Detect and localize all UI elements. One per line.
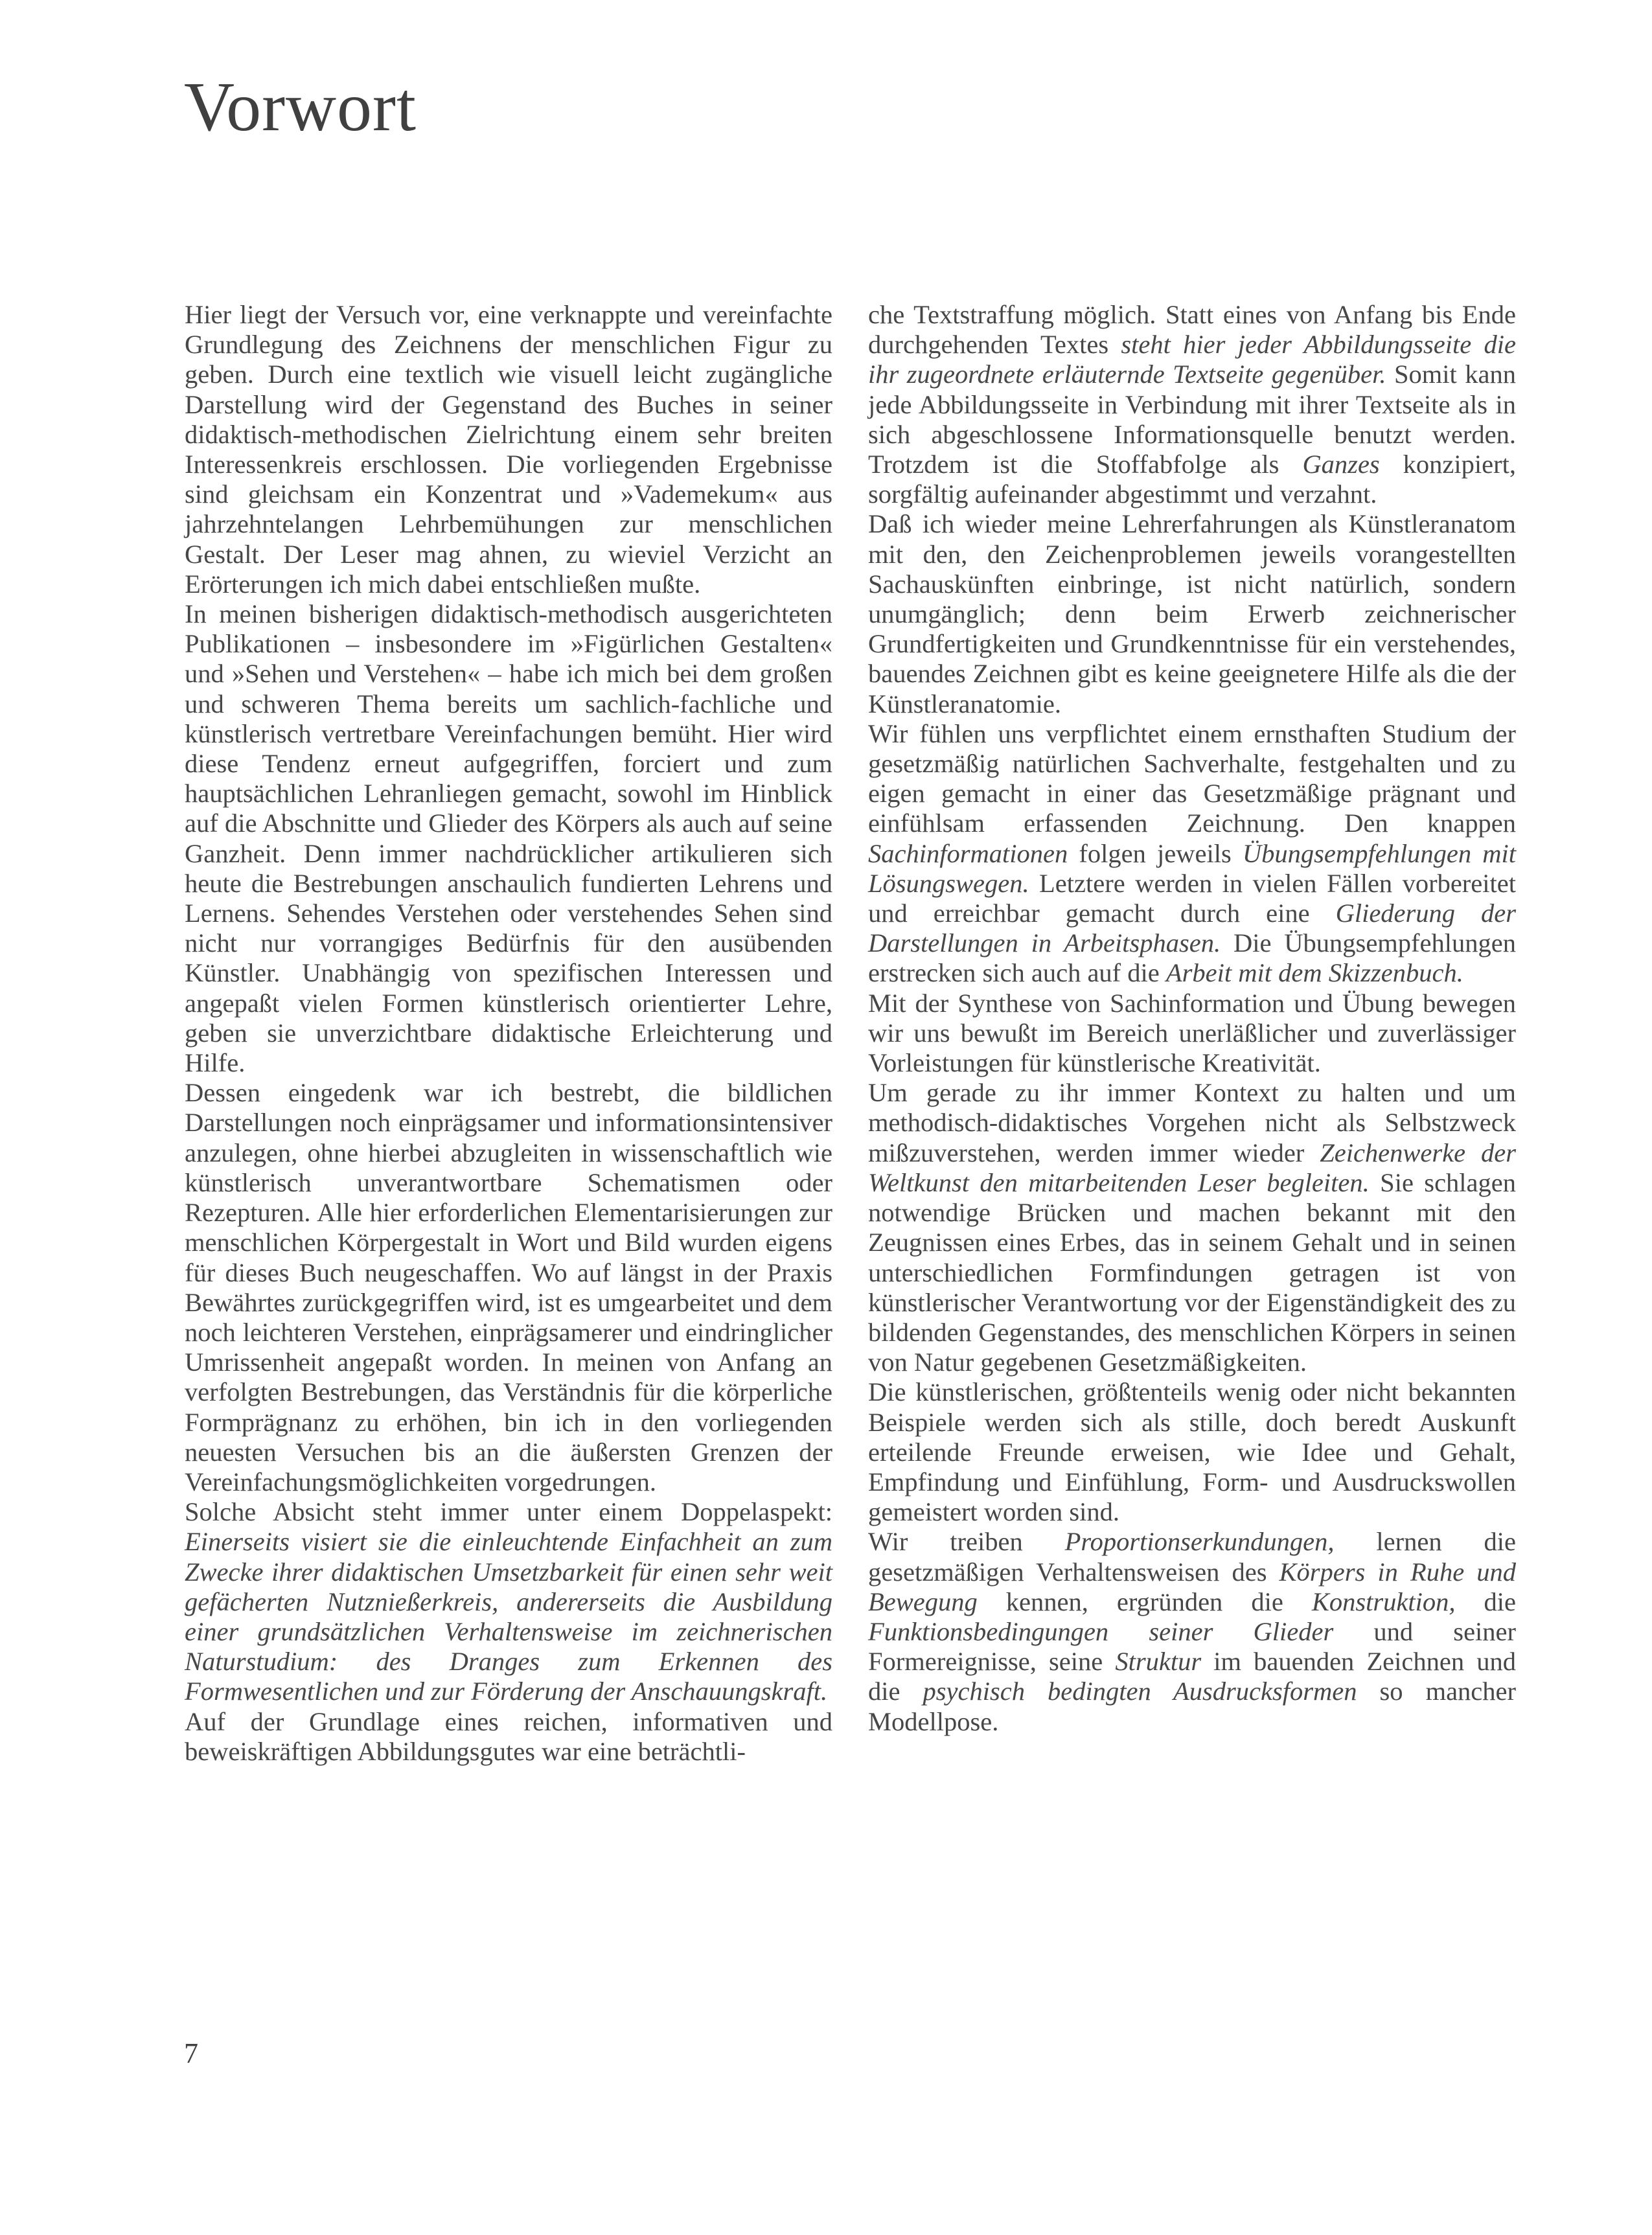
paragraph: Daß ich wieder meine Lehrerfahrungen als Künstleranatom mit den, den Zeichenproblemen jeweils vorangestellten Sachauskünften einbringe, ist nicht natürlich, sondern unumgänglich; denn beim Erwerb zeichnerischer Grundfertigkeiten und Grundkenntnisse für ein verstehendes, bauendes Zeichnen gibt es keine geeignetere Hilfe als die der Künstleranatomie. bbox=[868, 509, 1516, 718]
emphasis: Funktionsbedingungen seiner Glieder bbox=[868, 1616, 1334, 1646]
paragraph: Mit der Synthese von Sachinformation und Übung bewegen wir uns bewußt im Bereich unerläßlicher und zuverlässiger Vorleistungen für künstlerische Kreativität. bbox=[868, 988, 1516, 1078]
emphasis: Einerseits visiert sie die einleuchtende Einfachheit an zum Zwecke ihrer didaktischen Umsetzbarkeit für einen sehr weit gefächerten Nutznießerkreis, andererseits die Ausbildung einer grundsätzlichen Verhaltensweise im zeichnerischen Naturstudium: des Dranges zum Erkennen des Formwesentlichen und zur Förderung der Anschauungskraft. bbox=[185, 1527, 832, 1706]
paragraph: In meinen bisherigen didaktisch-methodisch ausgerichteten Publikationen – insbesondere im »Figürlichen Gestalten« und »Sehen und Verstehen« – habe ich mich bei dem großen und schweren Thema bereits um sachlich-fachliche und künstlerisch vertretbare Vereinfachungen bemüht. Hier wird diese Tendenz erneut aufgegriffen, forciert und zum hauptsächlichen Lehranliegen gemacht, sowohl im Hinblick auf die Abschnitte und Glieder des Körpers als auch auf seine Ganzheit. Denn immer nachdrücklicher artikulieren sich heute die Bestrebungen anschaulich fundierten Lehrens und Lernens. Sehendes Verstehen oder verstehendes Sehen sind nicht nur vorrangiges Bedürfnis für den ausübenden Künstler. Unabhängig von spezifischen Interessen und angepaßt vielen Formen künstlerisch orientierter Lehre, geben sie unverzichtbare didaktische Erleichterung und Hilfe. bbox=[185, 599, 832, 1078]
emphasis: Proportionserkundungen, bbox=[1064, 1527, 1335, 1557]
page-title: Vorwort bbox=[184, 69, 417, 146]
page-number: 7 bbox=[184, 2037, 198, 2069]
paragraph: Um gerade zu ihr immer Kontext zu halten und um methodisch-didaktisches Vorgehen nicht als Selbstzweck mißzuverstehen, werden immer wieder Zeichenwerke der Weltkunst den mitarbeitenden Leser begleiten. Sie schlagen notwendige Brücken und machen bekannt mit den Zeugnissen eines Erbes, das in seinem Gehalt und in seinen unterschiedlichen Formfindungen getragen ist von künstlerischer Verantwortung vor der Eigenständigkeit des zu bildenden Gegenstandes, des menschlichen Körpers in seinen von Natur gegebenen Gesetzmäßigkeiten. bbox=[868, 1078, 1517, 1377]
emphasis: Zeichenwerke der Weltkunst den mitarbeitenden Leser begleiten. bbox=[868, 1138, 1516, 1197]
emphasis: Sachinformationen bbox=[868, 838, 1068, 868]
emphasis: steht hier jeder Abbildungsseite die ihr zugeordnete erläuternde Textseite gegenüber. bbox=[868, 330, 1516, 389]
emphasis: Konstruktion, bbox=[1311, 1587, 1456, 1616]
paragraph: Wir fühlen uns verpflichtet einem ernsthaften Studium der gesetzmäßig natürlichen Sachverhalte, festgehalten und zu eigen gemacht in einer das Gesetzmäßige prägnant und einfühlsam erfassenden Zeichnung. Den knappen Sachinformationen folgen jeweils Übungsempfehlungen mit Lösungswegen. Letztere werden in vielen Fällen vorbereitet und erreichbar gemacht durch eine Gliederung der Darstellungen in Arbeitsphasen. Die Übungsempfehlungen erstrecken sich auch auf die Arbeit mit dem Skizzenbuch. bbox=[868, 718, 1517, 988]
emphasis: Ganzes bbox=[1302, 450, 1380, 479]
paragraph: Auf der Grundlage eines reichen, informativen und beweiskräftigen Abbildungsgutes war eine beträchtli- bbox=[185, 1706, 832, 1766]
paragraph: Die künstlerischen, größtenteils wenig oder nicht bekannten Beispiele werden sich als stille, doch beredt Auskunft erteilende Freunde erweisen, wie Idee und Gehalt, Empfindung und Einfühlung, Form- und Ausdruckswollen gemeistert worden sind. bbox=[868, 1377, 1516, 1527]
paragraph: che Textstraffung möglich. Statt eines von Anfang bis Ende durchgehenden Textes steht hier jeder Abbildungsseite die ihr zugeordnete erläuternde Textseite gegenüber. Somit kann jede Abbildungsseite in Verbindung mit ihrer Textseite als in sich abgeschlossene Informationsquelle benutzt werden. Trotzdem ist die Stoffabfolge als Ganzes konzipiert, sorgfältig aufeinander abgestimmt und verzahnt. bbox=[868, 300, 1517, 509]
emphasis: Arbeit mit dem Skizzenbuch. bbox=[1165, 958, 1463, 988]
emphasis: Körpers in Ruhe und Bewegung bbox=[868, 1557, 1516, 1616]
paragraph: Hier liegt der Versuch vor, eine verknappte und vereinfachte Grundlegung des Zeichnens der menschlichen Figur zu geben. Durch eine textlich wie visuell leicht zugängliche Darstellung wird der Gegenstand des Buches in seiner didaktisch-methodischen Zielrichtung einem sehr breiten Interessenkreis erschlossen. Die vorliegenden Ergebnisse sind gleichsam ein Konzentrat und »Vademekum« aus jahrzehntelangen Lehrbemühungen zur menschlichen Gestalt. Der Leser mag ahnen, zu wieviel Verzicht an Erörterungen ich mich dabei entschließen mußte. bbox=[185, 300, 832, 599]
emphasis: Gliederung der Darstellungen in Arbeitsphasen. bbox=[868, 899, 1517, 958]
emphasis: psychisch bedingten Ausdrucksformen bbox=[923, 1677, 1357, 1706]
emphasis: Struktur bbox=[1115, 1647, 1202, 1677]
text-column-left bbox=[185, 300, 832, 1767]
paragraph: Dessen eingedenk war ich bestrebt, die bildlichen Darstellungen noch einprägsamer und informationsintensiver anzulegen, ohne hierbei abzugleiten in wissenschaftlich wie künstlerisch unverantwortbare Schematismen oder Rezepturen. Alle hier erforderlichen Elementarisierungen zur menschlichen Körpergestalt in Wort und Bild wurden eigens für dieses Buch neugeschaffen. Wo auf längst in der Praxis Bewährtes zurückgegriffen wird, ist es umgearbeitet und dem noch leichteren Verstehen, einprägsamerer und eindringlicher Umrissenheit angepaßt worden. In meinen von Anfang an verfolgten Bestrebungen, das Verständnis für die körperliche Formprägnanz zu erhöhen, bin ich in den vorliegenden neuesten Versuchen bis an die äußersten Grenzen der Vereinfachungsmöglichkeiten vorgedrungen. bbox=[185, 1078, 832, 1496]
text-column-right bbox=[868, 300, 1516, 1737]
emphasis: Übungsempfehlungen mit Lösungswegen. bbox=[868, 838, 1516, 898]
paragraph: Wir treiben Proportionserkundungen, lernen die gesetzmäßigen Verhaltensweisen des Körpers in Ruhe und Bewegung kennen, ergründen die Konstruktion, die Funktionsbedingungen seiner Glieder und seiner Formereignisse, seine Struktur im bauenden Zeichnen und die psychisch bedingten Ausdrucksformen so mancher Modellpose. bbox=[868, 1527, 1517, 1736]
paragraph: Solche Absicht steht immer unter einem Doppelaspekt: Einerseits visiert sie die einleuchtende Einfachheit an zum Zwecke ihrer didaktischen Umsetzbarkeit für einen sehr weit gefächerten Nutznießerkreis, andererseits die Ausbildung einer grundsätzlichen Verhaltensweise im zeichnerischen Naturstudium: des Dranges zum Erkennen des Formwesentlichen und zur Förderung der Anschauungskraft. bbox=[185, 1497, 832, 1706]
